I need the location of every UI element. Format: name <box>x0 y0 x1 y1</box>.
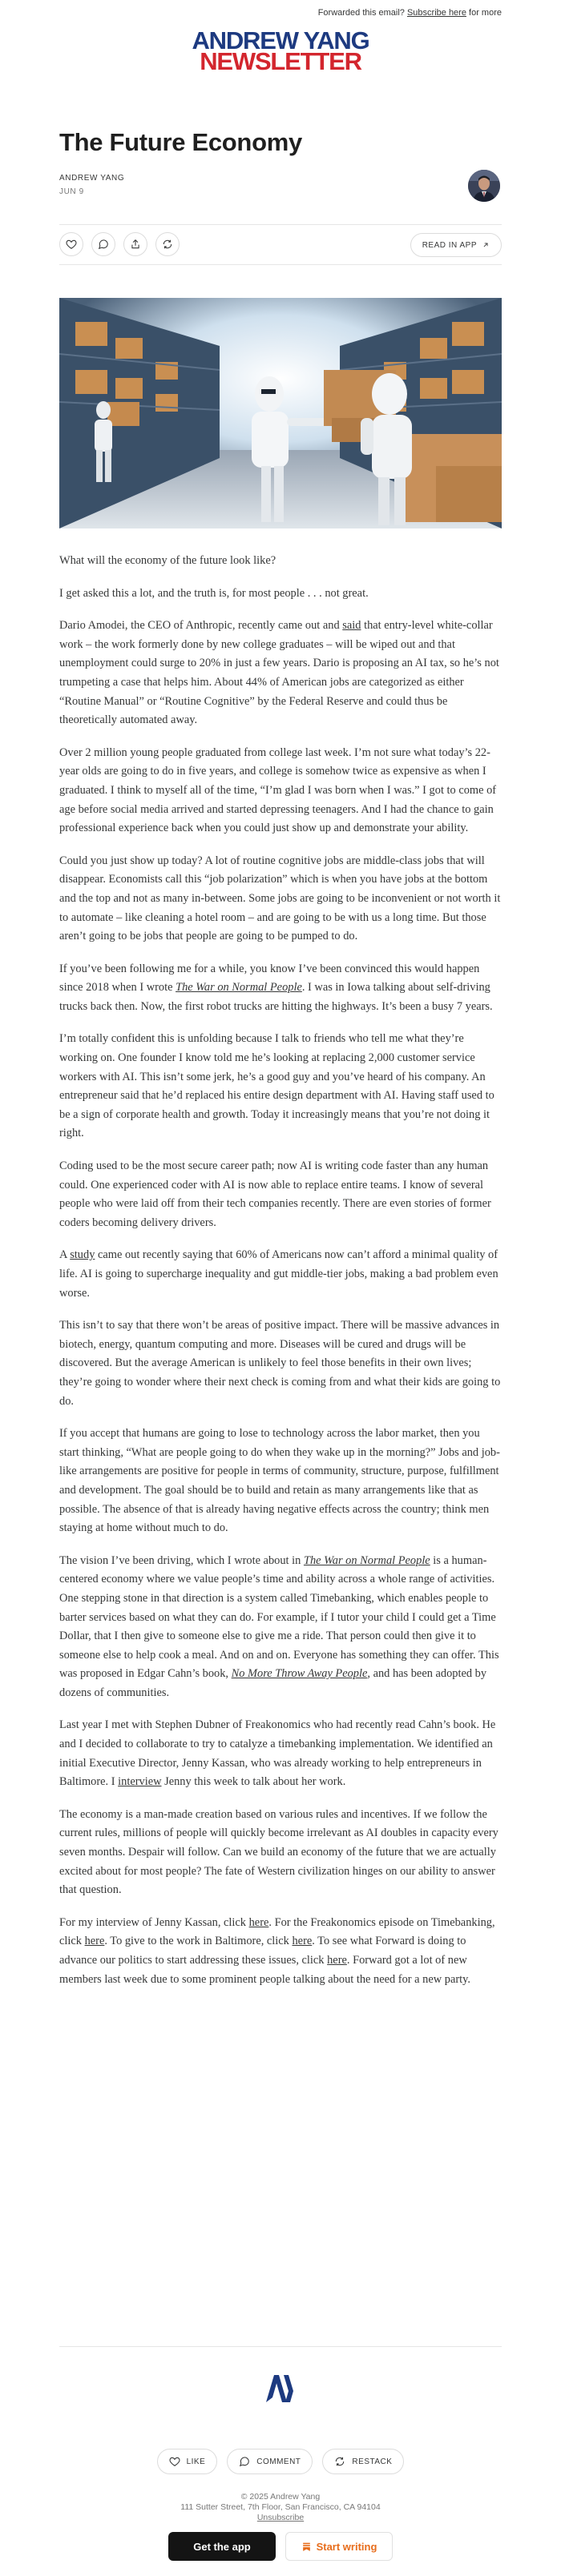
paragraph <box>59 1914 502 1989</box>
paragraph-text: If you’ve been following me for a while, you know I’ve been convinced this would happen since 2018 when I wrote <box>59 962 480 995</box>
paragraph-text: . I was in Iowa talking about self-driving trucks back then. Now, the first robot trucks are hitting the highways. It’s been a busy 7 years. <box>59 981 493 1013</box>
paragraph-text: For my interview of Jenny Kassan, click <box>59 1915 249 1929</box>
paragraph-text: Coding used to be the most secure career path; now AI is writing code faster than any human could. One experienced coder with AI is now able to replace entire teams. I know of several people who were laid off from their tech companies recently. There are even stories of former coders becoming delivery drivers. <box>59 1159 491 1229</box>
comment-label: COMMENT <box>256 2457 301 2466</box>
footer-action-bar <box>0 2449 561 2474</box>
paragraph-text: Dario Amodei, the CEO of Anthropic, recently came out and <box>59 619 343 633</box>
paragraph-text: is a human-centered economy where we value people’s time and ability across a whole range of activities. One stepping stone in that direction is a system called Timebanking, which enables people to barter services based on what they can do. For example, if I tutor your child I could get a Time Dollar, that I then give to someone else to give me a ride. That person could then give it to someone else to help cook a meal. And on and on. Everyone has something they can offer. This was proposed in Edgar Cahn’s book, <box>59 1553 499 1681</box>
comment-button[interactable] <box>91 232 115 256</box>
paragraph-text: A <box>59 1248 71 1262</box>
paragraph-text: . For the Freakonomics episode on Timebanking, click <box>59 1915 495 1948</box>
paragraph-text: The vision I’ve been driving, which I wrote about in <box>59 1553 304 1567</box>
paragraph-text: , and has been adopted by dozens of communities. <box>59 1667 487 1699</box>
mailing-address: 111 Sutter Street, 7th Floor, San Francisco, CA 94104 <box>180 2502 381 2512</box>
no-more-throw-away-people-link[interactable]: No More Throw Away People <box>231 1667 368 1681</box>
paragraph-text: . To give to the work in Baltimore, click <box>104 1935 293 1948</box>
publication-logo[interactable] <box>261 2370 300 2407</box>
paragraph <box>59 852 502 946</box>
start-writing-button[interactable] <box>285 2532 393 2561</box>
post-date: JUN 9 <box>59 187 84 196</box>
paragraph-text: I get asked this a lot, and the truth is, for most people . . . not great. <box>59 586 369 600</box>
paragraph <box>59 960 502 1017</box>
here-link-interview[interactable]: here <box>248 1915 269 1929</box>
paragraph <box>59 1030 502 1143</box>
divider <box>59 2346 502 2347</box>
paragraph <box>59 1552 502 1703</box>
heart-icon <box>169 2456 180 2467</box>
paragraph-text: . Forward got a lot of new members last week due to some prominent people talking about the need for a new party. <box>59 1954 470 1986</box>
paragraph-text: If you accept that humans are going to lose to technology across the labor market, then you start thinking, “What are people going to do when they wake up in the morning?” Jobs and job-like arrangements are positive for people in terms of community, structure, purpose, fulfillment and development. The goal should be to build and retain as many arrangements like that as possible. The absence of that is already having negative effects across the country; think men staying at home without much to do. <box>59 1427 500 1535</box>
forwarded-notice <box>318 8 502 18</box>
heart-icon <box>66 239 77 250</box>
like-button[interactable] <box>59 232 83 256</box>
arrow-up-right-icon <box>482 241 490 249</box>
footer-cta-row <box>0 2532 561 2561</box>
paragraph-text: Jenny this week to talk about her work. <box>161 1775 346 1789</box>
paragraph-text: I’m totally confident this is unfolding because I talk to friends who tell me what they’re working on. One founder I know told me he’s looking at replacing 2,000 customer service workers with AI. This isn’t some jerk, he’s a good guy and you’ve heard of his company. An entrepreneur said that he’d replaced his entire design department with AI. Having staff used to be a sign of corporate health and growth. Today it increasingly means that you’re not doing it right. <box>59 1032 494 1140</box>
paragraph <box>59 1806 502 1900</box>
war-on-normal-people-link[interactable]: The War on Normal People <box>303 1553 430 1567</box>
paragraph-text: . To see what Forward is doing to advance our politics to start addressing these issues, click <box>59 1935 466 1967</box>
author-avatar[interactable] <box>468 170 500 202</box>
paragraph-text: Could you just show up today? A lot of routine cognitive jobs are middle-class jobs that will disappear. Economists call this “job polarization” which is when you have jobs at the bottom and the top and not as many in-between. Some jobs are going to be inconvenient or not worth it to automate – like cleaning a hotel room – and are going to be with us a long time. But those aren’t going to be jobs that people are going to be pumped to do. <box>59 854 501 943</box>
paragraph-text: came out recently saying that 60% of Americans now can’t afford a minimal quality of life. AI is going to supercharge inequality and gut middle-tier jobs, making a bad problem even worse. <box>59 1248 498 1300</box>
here-link-freakonomics[interactable]: here <box>84 1935 105 1948</box>
restack-button[interactable] <box>155 232 180 256</box>
hero-image[interactable] <box>59 298 502 528</box>
paragraph <box>59 552 502 571</box>
forwarded-suffix: for more <box>469 8 502 18</box>
said-link[interactable]: said <box>342 619 361 633</box>
footer-legal <box>0 2492 561 2523</box>
like-label: LIKE <box>186 2457 206 2466</box>
comment-icon <box>239 2456 250 2467</box>
comment-icon <box>98 239 109 250</box>
post-title[interactable]: The Future Economy <box>59 128 302 156</box>
war-on-normal-people-link[interactable]: The War on Normal People <box>176 981 302 995</box>
study-link[interactable]: study <box>70 1248 95 1262</box>
post-body <box>59 552 502 2003</box>
paragraph-text: that entry-level white-collar work – the work formerly done by new college graduates – will be wiped out and that unemployment could surge to 20% in just a few years. Dario is proposing an AI tax, so he’s not trumpeting a case that helps him. About 44% of American jobs are categorized as either “Routine Manual” or “Routine Cognitive” by the Federal Reserve and could thus be theoretically automated away. <box>59 619 499 727</box>
restack-icon <box>334 2456 345 2467</box>
paragraph-text: This isn’t to say that there won’t be areas of positive impact. There will be massive advances in biotech, energy, quantum computing and more. Diseases will be cured and drugs will be discovered. But the average American is unlikely to feel those benefits in their own lives; they’re going to wonder where their next check is coming from and what their kids are going to do. <box>59 1319 501 1408</box>
paragraph <box>59 617 502 730</box>
start-writing-label: Start writing <box>316 2540 377 2553</box>
paragraph <box>59 1425 502 1538</box>
forwarded-prefix: Forwarded this email? <box>317 8 405 18</box>
paragraph-text: The economy is a man-made creation based on various rules and incentives. If we follow the current rules, millions of people will quickly become irrelevant as AI doubles in capacity every seven months. Despair will follow. Can we build an economy of the future that we are actually excited about for most people? The fate of Western civilization hinges on our ability to answer that question. <box>59 1807 498 1897</box>
unsubscribe-link[interactable]: Unsubscribe <box>256 2513 305 2522</box>
share-button[interactable] <box>123 232 147 256</box>
copyright: © 2025 Andrew Yang <box>240 2492 321 2502</box>
divider <box>59 224 502 225</box>
read-in-app-label: READ IN APP <box>422 240 477 250</box>
here-link-baltimore[interactable]: here <box>292 1935 313 1948</box>
paragraph <box>59 585 502 604</box>
paragraph <box>59 1316 502 1411</box>
paragraph <box>59 1246 502 1303</box>
restack-label: RESTACK <box>352 2457 393 2466</box>
avatar-image <box>468 170 500 202</box>
paragraph <box>59 744 502 838</box>
paragraph <box>59 1716 502 1791</box>
paragraph-text: Over 2 million young people graduated from college last week. I’m not sure what today’s 22-year olds are going to do in five years, and college is somehow twice as expensive as when I graduated. I think to myself all of the time, “I’m glad I was born when I was.” I got to come of age before social media arrived and started depressing teenagers. And I had the chance to gain professional experience back when you could just show up and demonstrate your ability. <box>59 745 497 835</box>
interview-link[interactable]: interview <box>118 1775 162 1789</box>
paragraph-text: What will the economy of the future look like? <box>59 554 276 567</box>
post-action-bar <box>59 230 502 259</box>
paragraph-text: Last year I met with Stephen Dubner of Freakonomics who had recently read Cahn’s book. He and I decided to collaborate to try to catalyze a timebanking implementation. We identified an initial Executive Director, Jenny Kassan, who was already working to help entrepreneurs in Baltimore. I <box>59 1718 496 1789</box>
masthead-line-2: NEWSLETTER <box>200 47 361 75</box>
share-icon <box>130 239 141 250</box>
subscribe-link[interactable]: Subscribe here <box>406 8 466 18</box>
paragraph <box>59 1157 502 1232</box>
newsletter-masthead[interactable] <box>0 26 561 75</box>
footer-comment-button[interactable] <box>227 2449 313 2474</box>
footer-like-button[interactable] <box>157 2449 218 2474</box>
forward-logo-icon <box>261 2370 300 2407</box>
post-author[interactable]: ANDREW YANG <box>59 174 125 183</box>
masthead-line-1: ANDREW YANG <box>192 26 369 54</box>
footer-restack-button[interactable] <box>322 2449 404 2474</box>
get-the-app-button[interactable]: Get the app <box>168 2532 276 2561</box>
here-link-forward[interactable]: here <box>327 1954 347 1967</box>
warehouse-robots-illustration <box>59 298 502 528</box>
substack-icon <box>301 2542 312 2552</box>
divider <box>59 264 502 265</box>
restack-icon <box>162 239 173 250</box>
read-in-app-button[interactable] <box>410 233 502 257</box>
